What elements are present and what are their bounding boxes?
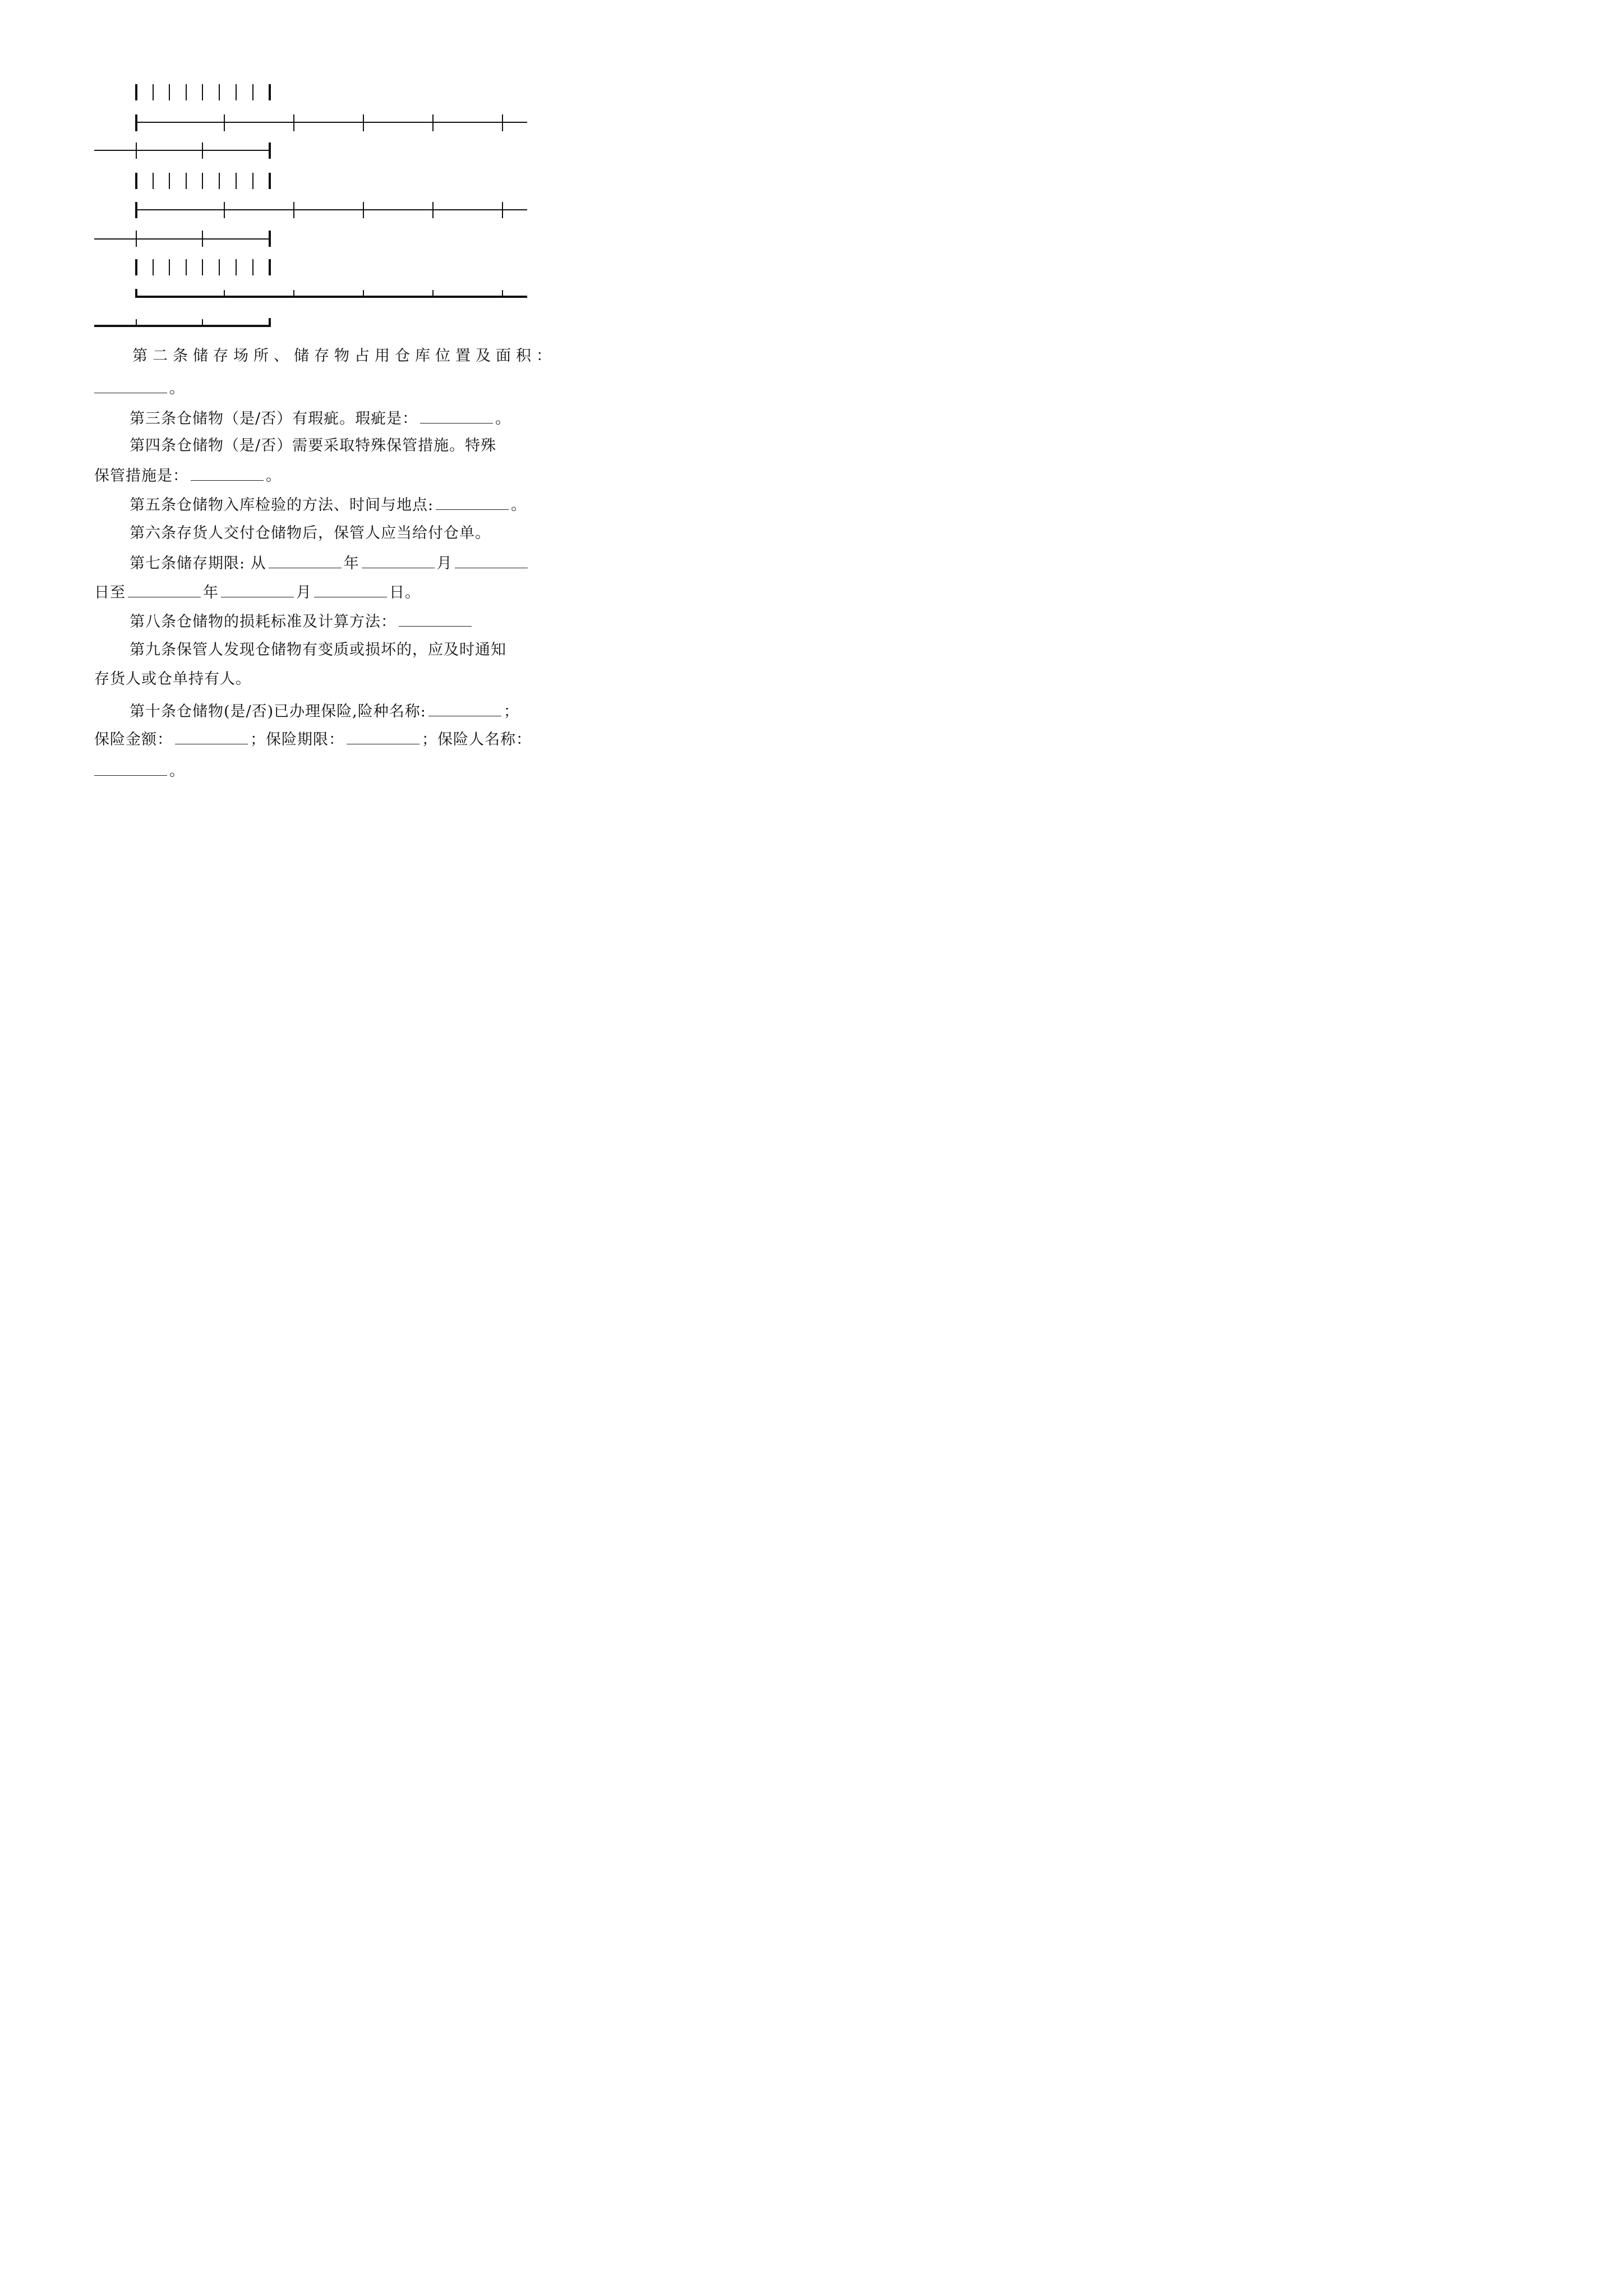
clause-9-line-1 bbox=[130, 641, 506, 660]
clause-10-line-2 bbox=[94, 729, 532, 749]
clause-10-sep-1: ； bbox=[503, 703, 519, 720]
clause-6-text: 第六条存货人交付仓储物后，保管人应当给付仓单。 bbox=[130, 524, 491, 542]
insurance-period-field[interactable] bbox=[347, 729, 419, 744]
clause-5-end: 。 bbox=[511, 496, 527, 514]
clause-9-line-2 bbox=[94, 670, 251, 689]
clause-10-amount-label: 保险金额： bbox=[94, 731, 173, 748]
table-rule-grid bbox=[0, 0, 617, 337]
clause-4-text-1: 第四条仓储物（是/否）需要采取特殊保管措施。特殊 bbox=[130, 437, 497, 454]
clause-2-blank-field[interactable] bbox=[94, 378, 167, 393]
insurance-amount-field[interactable] bbox=[175, 729, 248, 744]
clause-9-text-1: 第九条保管人发现仓储物有变质或损坏的，应及时通知 bbox=[130, 641, 506, 659]
clause-8-text: 第八条仓储物的损耗标准及计算方法： bbox=[130, 613, 396, 631]
clause-2-text: 第二条储存场所、储存物占用仓库位置及面积： bbox=[132, 347, 556, 365]
clause-4-blank-field[interactable] bbox=[191, 466, 264, 481]
horizontal-rule-2 bbox=[94, 202, 527, 247]
clause-10-text: 第十条仓储物(是/否)已办理保险,险种名称: bbox=[130, 703, 426, 720]
clause-2-end: 。 bbox=[169, 380, 185, 397]
horizontal-rule-bottom bbox=[94, 289, 527, 327]
clause-5 bbox=[130, 495, 527, 515]
clause-6 bbox=[130, 524, 491, 543]
clause-4-line-2 bbox=[94, 466, 282, 486]
start-month-field[interactable] bbox=[362, 553, 435, 568]
clause-4-end: 。 bbox=[266, 467, 282, 485]
start-year-field[interactable] bbox=[269, 553, 342, 568]
clause-10-insurer-label: 保险人名称： bbox=[437, 731, 532, 748]
clause-8-blank-field[interactable] bbox=[399, 611, 472, 627]
insurer-name-field[interactable] bbox=[94, 761, 167, 776]
clause-7-line-2 bbox=[94, 582, 421, 602]
clause-3-text: 第三条仓储物（是/否）有瑕疵。瑕疵是： bbox=[130, 410, 418, 427]
clause-3-blank-field[interactable] bbox=[420, 408, 493, 424]
clause-3-end: 。 bbox=[495, 410, 511, 427]
end-day-field[interactable] bbox=[314, 582, 387, 597]
clause-5-blank-field[interactable] bbox=[436, 495, 509, 510]
clause-9-text-2: 存货人或仓单持有人。 bbox=[94, 670, 251, 688]
horizontal-rule-1 bbox=[94, 114, 527, 159]
clause-7-start: 第七条储存期限: 从 bbox=[130, 555, 266, 572]
insurance-type-field[interactable] bbox=[428, 701, 501, 716]
end-month-field[interactable] bbox=[221, 582, 294, 597]
clause-7-month2-label: 月 bbox=[296, 584, 312, 601]
clause-4-line-1 bbox=[130, 436, 496, 455]
clause-10-sep-2: ； bbox=[250, 731, 266, 748]
clause-10-sep-3: ； bbox=[422, 731, 437, 748]
clause-10-line-1 bbox=[130, 701, 519, 721]
clause-8 bbox=[130, 611, 474, 632]
end-year-field[interactable] bbox=[128, 582, 201, 597]
start-day-field[interactable] bbox=[455, 553, 528, 568]
clause-7-year-label: 年 bbox=[343, 555, 359, 572]
vertical-rule-row-1 bbox=[136, 84, 270, 100]
clause-4-text-2: 保管措施是： bbox=[94, 467, 188, 485]
clause-3 bbox=[130, 408, 511, 429]
clause-7-month-label: 月 bbox=[436, 555, 453, 572]
clause-10-line-3 bbox=[94, 761, 185, 781]
clause-2-line-2 bbox=[94, 378, 185, 398]
clause-7-day-to: 日至 bbox=[94, 584, 126, 601]
clause-2-line-1 bbox=[132, 347, 556, 366]
vertical-rule-row-3 bbox=[136, 259, 270, 275]
clause-10-end: 。 bbox=[169, 762, 185, 780]
clause-10-period-label: 保险期限： bbox=[266, 731, 344, 748]
clause-7-year2-label: 年 bbox=[203, 584, 219, 601]
clause-7-day2-label: 日。 bbox=[389, 584, 421, 601]
vertical-rule-row-2 bbox=[136, 173, 270, 189]
clause-5-text: 第五条仓储物入库检验的方法、时间与地点: bbox=[130, 496, 434, 514]
document-page bbox=[0, 0, 617, 873]
clause-7-line-1 bbox=[130, 553, 530, 573]
